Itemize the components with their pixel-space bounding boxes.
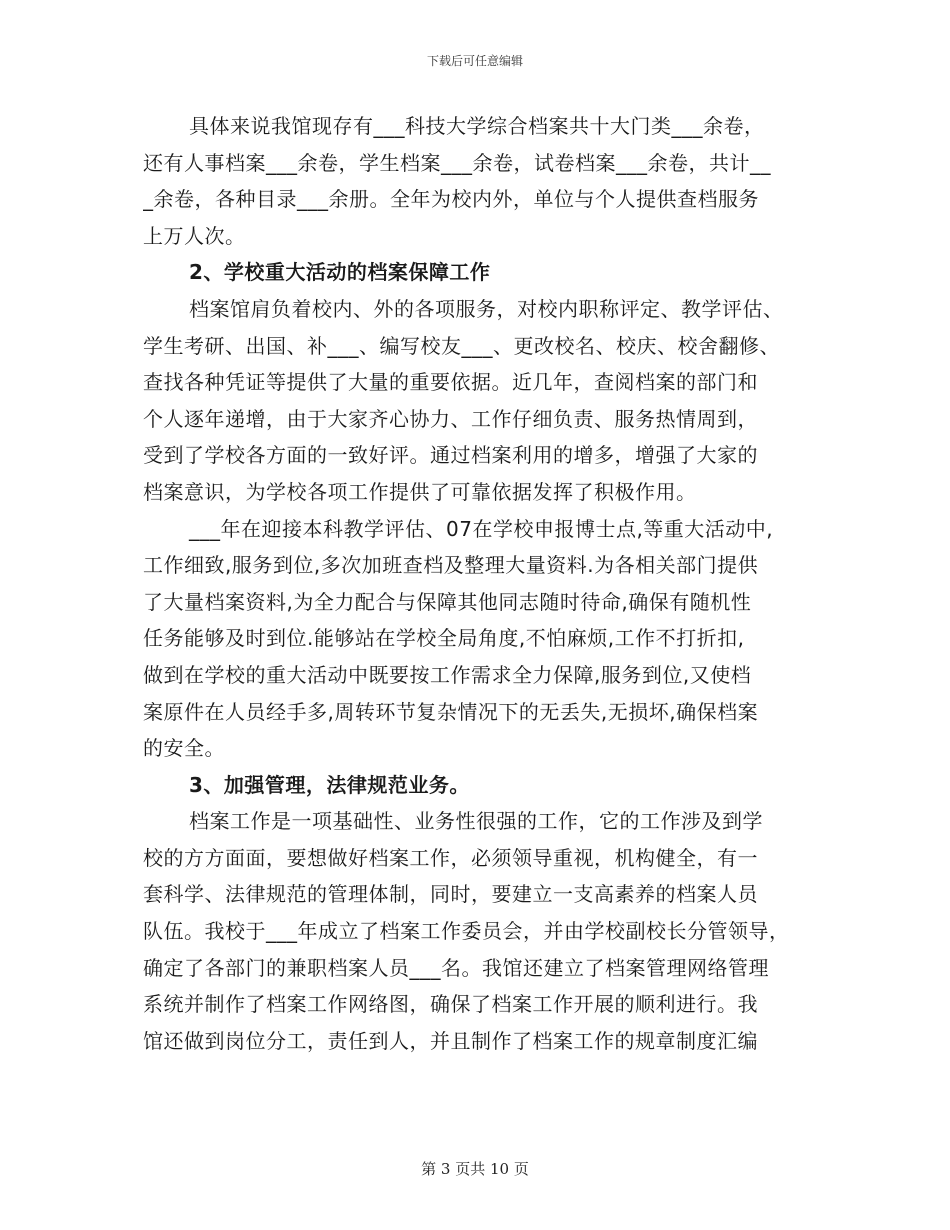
text-line: _余卷，各种目录___余册。全年为校内外，单位与个人提供查档服务 bbox=[143, 187, 759, 212]
section-heading bbox=[143, 254, 813, 291]
text-line: 个人逐年递增，由于大家齐心协力、工作仔细负责、服务热情周到， bbox=[143, 406, 758, 431]
text-line: 套科学、法律规范的管理体制，同时，要建立一支高素养的档案人员 bbox=[143, 882, 758, 907]
text-line: ___年在迎接本科教学评估、07在学校申报博士点,等重大活动中, bbox=[189, 516, 774, 541]
text-line: 做到在学校的重大活动中既要按工作需求全力保障,服务到位,又使档 bbox=[143, 662, 752, 687]
text-line: 的安全。 bbox=[143, 736, 225, 761]
text-line: 档案意识，为学校各项工作提供了可靠依据发挥了积极作用。 bbox=[143, 479, 697, 504]
heading-text: 2、学校重大活动的档案保障工作 bbox=[189, 260, 491, 285]
text-line: 学生考研、出国、补___、编写校友___、更改校名、校庆、校舍翻修、 bbox=[143, 333, 780, 358]
text-line: 任务能够及时到位.能够站在学校全局角度,不怕麻烦,工作不打折扣, bbox=[143, 626, 745, 651]
paragraph bbox=[143, 291, 813, 511]
page-header: 下载后可任意编辑 bbox=[426, 54, 523, 68]
text-line: 档案馆肩负着校内、外的各项服务，对校内职称评定、教学评估、 bbox=[189, 296, 784, 321]
paragraph bbox=[143, 803, 813, 1059]
text-line: 受到了学校各方面的一致好评。通过档案利用的增多，增强了大家的 bbox=[143, 443, 758, 468]
paragraph bbox=[143, 108, 813, 254]
text-line: 案原件在人员经手多,周转环节复杂情况下的无丢失,无损坏,确保档案 bbox=[143, 699, 759, 724]
page-footer: 第 3 页共 10 页 bbox=[421, 1160, 529, 1178]
text-line: 工作细致,服务到位,多次加班查档及整理大量资料.为各相关部门提供 bbox=[143, 553, 759, 578]
text-line: 上万人次。 bbox=[143, 223, 246, 248]
paragraph bbox=[143, 511, 813, 767]
text-line: 馆还做到岗位分工，责任到人，并且制作了档案工作的规章制度汇编 bbox=[143, 1028, 758, 1053]
text-line: 确定了各部门的兼职档案人员___名。我馆还建立了档案管理网络管理 bbox=[143, 955, 769, 980]
text-line: 具体来说我馆现存有___科技大学综合档案共十大门类___余卷， bbox=[189, 114, 765, 138]
text-line: 校的方方面面，要想做好档案工作，必须领导重视，机构健全，有一 bbox=[143, 845, 758, 870]
text-line: 了大量档案资料,为全力配合与保障其他同志随时待命,确保有随机性 bbox=[143, 589, 752, 614]
heading-text: 3、加强管理，法律规范业务。 bbox=[189, 772, 470, 797]
text-line: 系统并制作了档案工作网络图，确保了档案工作开展的顺利进行。我 bbox=[143, 992, 758, 1017]
text-line: 队伍。我校于___年成立了档案工作委员会，并由学校副校长分管领导， bbox=[143, 919, 790, 944]
document-body bbox=[143, 108, 813, 1059]
text-line: 还有人事档案___余卷，学生档案___余卷，试卷档案___余卷，共计__ bbox=[143, 150, 771, 175]
text-line: 查找各种凭证等提供了大量的重要依据。近几年，查阅档案的部门和 bbox=[143, 370, 758, 395]
section-heading bbox=[143, 767, 813, 804]
text-line: 档案工作是一项基础性、业务性很强的工作，它的工作涉及到学 bbox=[189, 809, 763, 834]
